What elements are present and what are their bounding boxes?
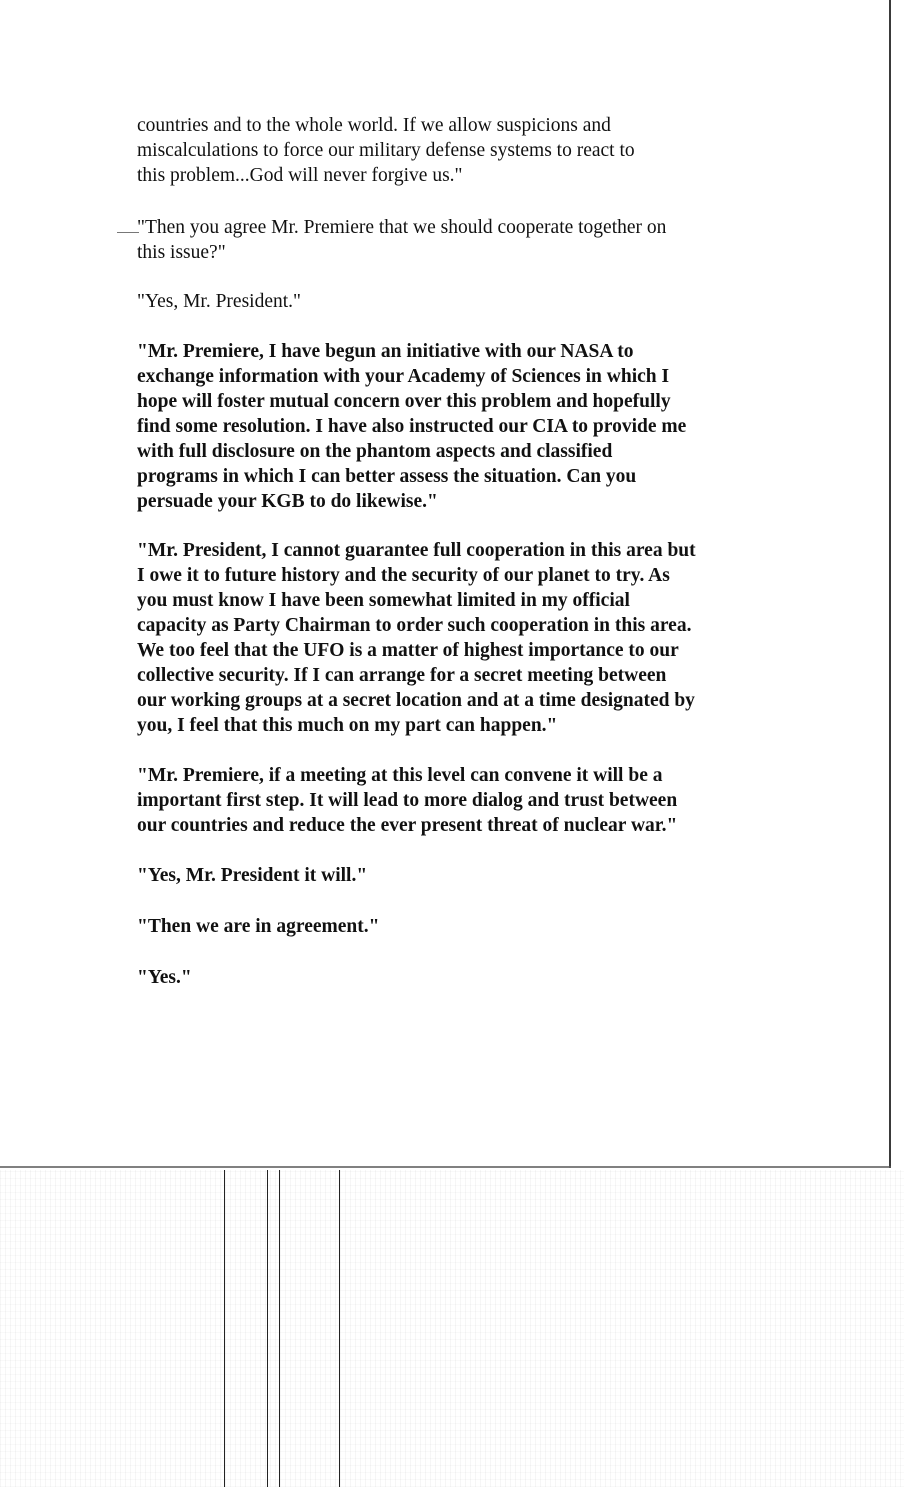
- paragraph-8: "Then we are in agreement.": [137, 916, 380, 937]
- page-bottom-edge: [0, 1166, 891, 1168]
- paragraph-3: "Yes, Mr. President.": [137, 291, 301, 312]
- stray-pen-mark: [117, 232, 139, 233]
- scan-artifact-line: [279, 1170, 280, 1487]
- scan-artifact-line: [339, 1170, 340, 1487]
- page-right-edge: [889, 0, 891, 1168]
- paragraph-5: "Mr. President, I cannot guarantee full cooperation in this area but I owe it to future history and the security of our planet to try. As you must know I have been somewhat limited in my official capacity as Party Chairman to order such cooperation in this area. We too feel that the UFO is a matter of highest importance to our collective security. If I can arrange for a secret meeting between our working groups at a secret location and at a time designated by you, I feel that this much on my part can happen.": [137, 540, 696, 736]
- paragraph-2: "Then you agree Mr. Premiere that we should cooperate together on this issue?": [137, 217, 667, 263]
- scanner-background-noise: [0, 1170, 904, 1487]
- paragraph-6: "Mr. Premiere, if a meeting at this level can convene it will be a important first step. It will lead to more dialog and trust between our countries and reduce the ever present threat of nuclear war.": [137, 765, 678, 836]
- paragraph-1: countries and to the whole world. If we allow suspicions and miscalculations to force our military defense systems to react to this problem...God will never forgive us.": [137, 115, 635, 186]
- paragraph-4: "Mr. Premiere, I have begun an initiative with our NASA to exchange information with your Academy of Sciences in which I hope will foster mutual concern over this problem and hopefully find some resolution. I have also instructed our CIA to provide me with full disclosure on the phantom aspects and classified programs in which I can better assess the situation. Can you persuade your KGB to do likewise.": [137, 341, 687, 512]
- paragraph-9: "Yes.": [137, 967, 192, 988]
- scan-artifact-line: [267, 1170, 268, 1487]
- document-body: [137, 113, 777, 1017]
- paragraph-7: "Yes, Mr. President it will.": [137, 865, 368, 886]
- scan-artifact-line: [224, 1170, 225, 1487]
